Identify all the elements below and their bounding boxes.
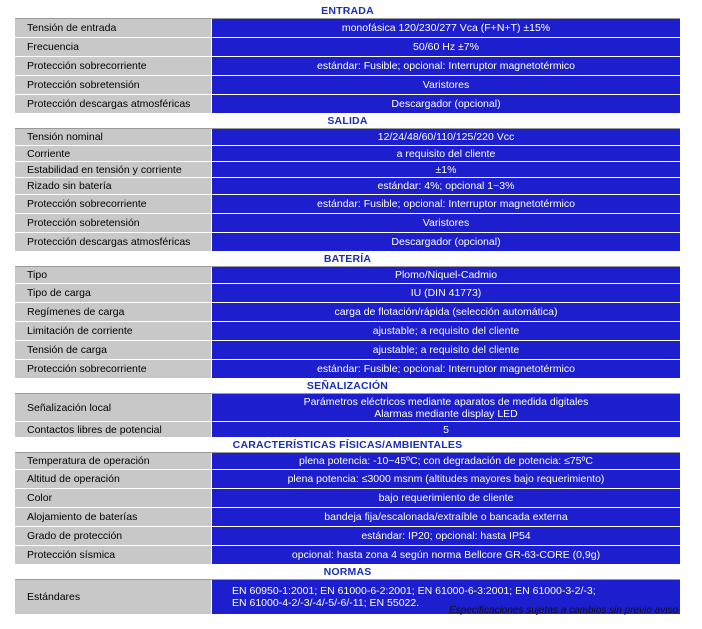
- spec-value-line: EN 60950-1:2001; EN 61000-6-2:2001; EN 61000-6-3:2001; EN 61000-3-2/-3;: [232, 585, 596, 597]
- section-title: SALIDA: [15, 114, 680, 129]
- section-title: BATERÍA: [15, 252, 680, 267]
- spec-label: Limitación de corriente: [15, 322, 212, 340]
- spec-row: [15, 57, 680, 76]
- spec-label: Señalización local: [15, 394, 212, 421]
- spec-value: bandeja fija/escalonada/extraíble o bancada externa: [212, 508, 680, 526]
- spec-value: Descargador (opcional): [212, 95, 680, 113]
- spec-label: Frecuencia: [15, 38, 212, 56]
- spec-value: ajustable; a requisito del cliente: [212, 341, 680, 359]
- spec-row: [15, 322, 680, 341]
- section-salida: [15, 114, 680, 252]
- spec-row: [15, 19, 680, 38]
- spec-row: [15, 453, 680, 470]
- spec-label: Protección sobrecorriente: [15, 57, 212, 75]
- specifications-table: [15, 4, 680, 615]
- spec-value: Descargador (opcional): [212, 233, 680, 251]
- spec-value: a requisito del cliente: [212, 146, 680, 161]
- spec-value: IU (DIN 41773): [212, 284, 680, 302]
- spec-label: Protección descargas atmosféricas: [15, 95, 212, 113]
- spec-label: Regímenes de carga: [15, 303, 212, 321]
- spec-value: ±1%: [212, 162, 680, 177]
- spec-row: [15, 195, 680, 214]
- section-title: ENTRADA: [15, 4, 680, 19]
- spec-value: 50/60 Hz ±7%: [212, 38, 680, 56]
- spec-row: [15, 267, 680, 284]
- section-title: SEÑALIZACIÓN: [15, 379, 680, 394]
- spec-label: Estándares: [15, 580, 212, 614]
- spec-row: [15, 527, 680, 546]
- spec-label: Rizado sin batería: [15, 178, 212, 194]
- spec-label: Tipo de carga: [15, 284, 212, 302]
- spec-label: Protección descargas atmosféricas: [15, 233, 212, 251]
- spec-value: [212, 394, 680, 421]
- section-entrada: [15, 4, 680, 114]
- spec-label: Temperatura de operación: [15, 453, 212, 469]
- spec-row: [15, 546, 680, 565]
- spec-row: [15, 470, 680, 489]
- spec-value: opcional: hasta zona 4 según norma Bellcore GR-63-CORE (0,9g): [212, 546, 680, 564]
- spec-value: estándar: IP20; opcional: hasta IP54: [212, 527, 680, 545]
- spec-value-line: EN 61000-4-2/-3/-4/-5/-6/-11; EN 55022.: [232, 597, 420, 609]
- spec-row: [15, 422, 680, 438]
- spec-value: Varistores: [212, 76, 680, 94]
- spec-row: [15, 38, 680, 57]
- spec-label: Alojamiento de baterías: [15, 508, 212, 526]
- spec-value: estándar: 4%; opcional 1~3%: [212, 178, 680, 194]
- spec-row: [15, 341, 680, 360]
- section-title: NORMAS: [15, 565, 680, 580]
- spec-value: ajustable; a requisito del cliente: [212, 322, 680, 340]
- section-senalizacion: [15, 379, 680, 438]
- spec-value-line: Parámetros eléctricos mediante aparatos de medida digitales: [303, 395, 589, 408]
- spec-row: [15, 95, 680, 114]
- spec-label: Tipo: [15, 267, 212, 283]
- spec-value: bajo requerimiento de cliente: [212, 489, 680, 507]
- spec-label: Protección sobretensión: [15, 214, 212, 232]
- spec-label: Color: [15, 489, 212, 507]
- spec-label: Tensión nominal: [15, 129, 212, 145]
- section-caracteristicas-fisicas-ambientales: [15, 438, 680, 565]
- spec-value: estándar: Fusible; opcional: Interruptor magnetotérmico: [212, 195, 680, 213]
- spec-row: [15, 233, 680, 252]
- spec-label: Protección sobretensión: [15, 76, 212, 94]
- spec-label: Protección sísmica: [15, 546, 212, 564]
- spec-row: [15, 146, 680, 162]
- spec-value-line: Alarmas mediante display LED: [374, 407, 518, 420]
- spec-value: Plomo/Niquel-Cadmio: [212, 267, 680, 283]
- spec-label: Estabilidad en tensión y corriente: [15, 162, 212, 177]
- spec-row: [15, 284, 680, 303]
- spec-label: Contactos libres de potencial: [15, 422, 212, 437]
- spec-row: [15, 162, 680, 178]
- spec-row: [15, 508, 680, 527]
- spec-value: Varistores: [212, 214, 680, 232]
- spec-label: Altitud de operación: [15, 470, 212, 488]
- spec-row: [15, 178, 680, 195]
- spec-label: Tensión de carga: [15, 341, 212, 359]
- spec-value: plena potencia: -10~45ºC; con degradación de potencia: ≤75ºC: [212, 453, 680, 469]
- footnote: Especificaciones sujetas a cambios sin previo aviso: [449, 605, 678, 616]
- section-title: CARACTERÍSTICAS FÍSICAS/AMBIENTALES: [15, 438, 680, 453]
- spec-label: Protección sobrecorriente: [15, 195, 212, 213]
- spec-label: Corriente: [15, 146, 212, 161]
- spec-value: estándar: Fusible; opcional: Interruptor magnetotérmico: [212, 57, 680, 75]
- spec-row: [15, 394, 680, 422]
- spec-label: Tensión de entrada: [15, 19, 212, 37]
- spec-row: [15, 214, 680, 233]
- spec-row: [15, 303, 680, 322]
- spec-value: plena potencia: ≤3000 msnm (altitudes mayores bajo requerimiento): [212, 470, 680, 488]
- spec-row: [15, 129, 680, 146]
- spec-label: Grado de protección: [15, 527, 212, 545]
- spec-value: estándar: Fusible; opcional: Interruptor magnetotérmico: [212, 360, 680, 378]
- spec-row: [15, 76, 680, 95]
- spec-row: [15, 489, 680, 508]
- spec-value: 5: [212, 422, 680, 437]
- spec-value: carga de flotación/rápida (selección automática): [212, 303, 680, 321]
- spec-row: [15, 360, 680, 379]
- spec-label: Protección sobrecorriente: [15, 360, 212, 378]
- section-bateria: [15, 252, 680, 379]
- spec-value: monofásica 120/230/277 Vca (F+N+T) ±15%: [212, 19, 680, 37]
- spec-value: 12/24/48/60/110/125/220 Vcc: [212, 129, 680, 145]
